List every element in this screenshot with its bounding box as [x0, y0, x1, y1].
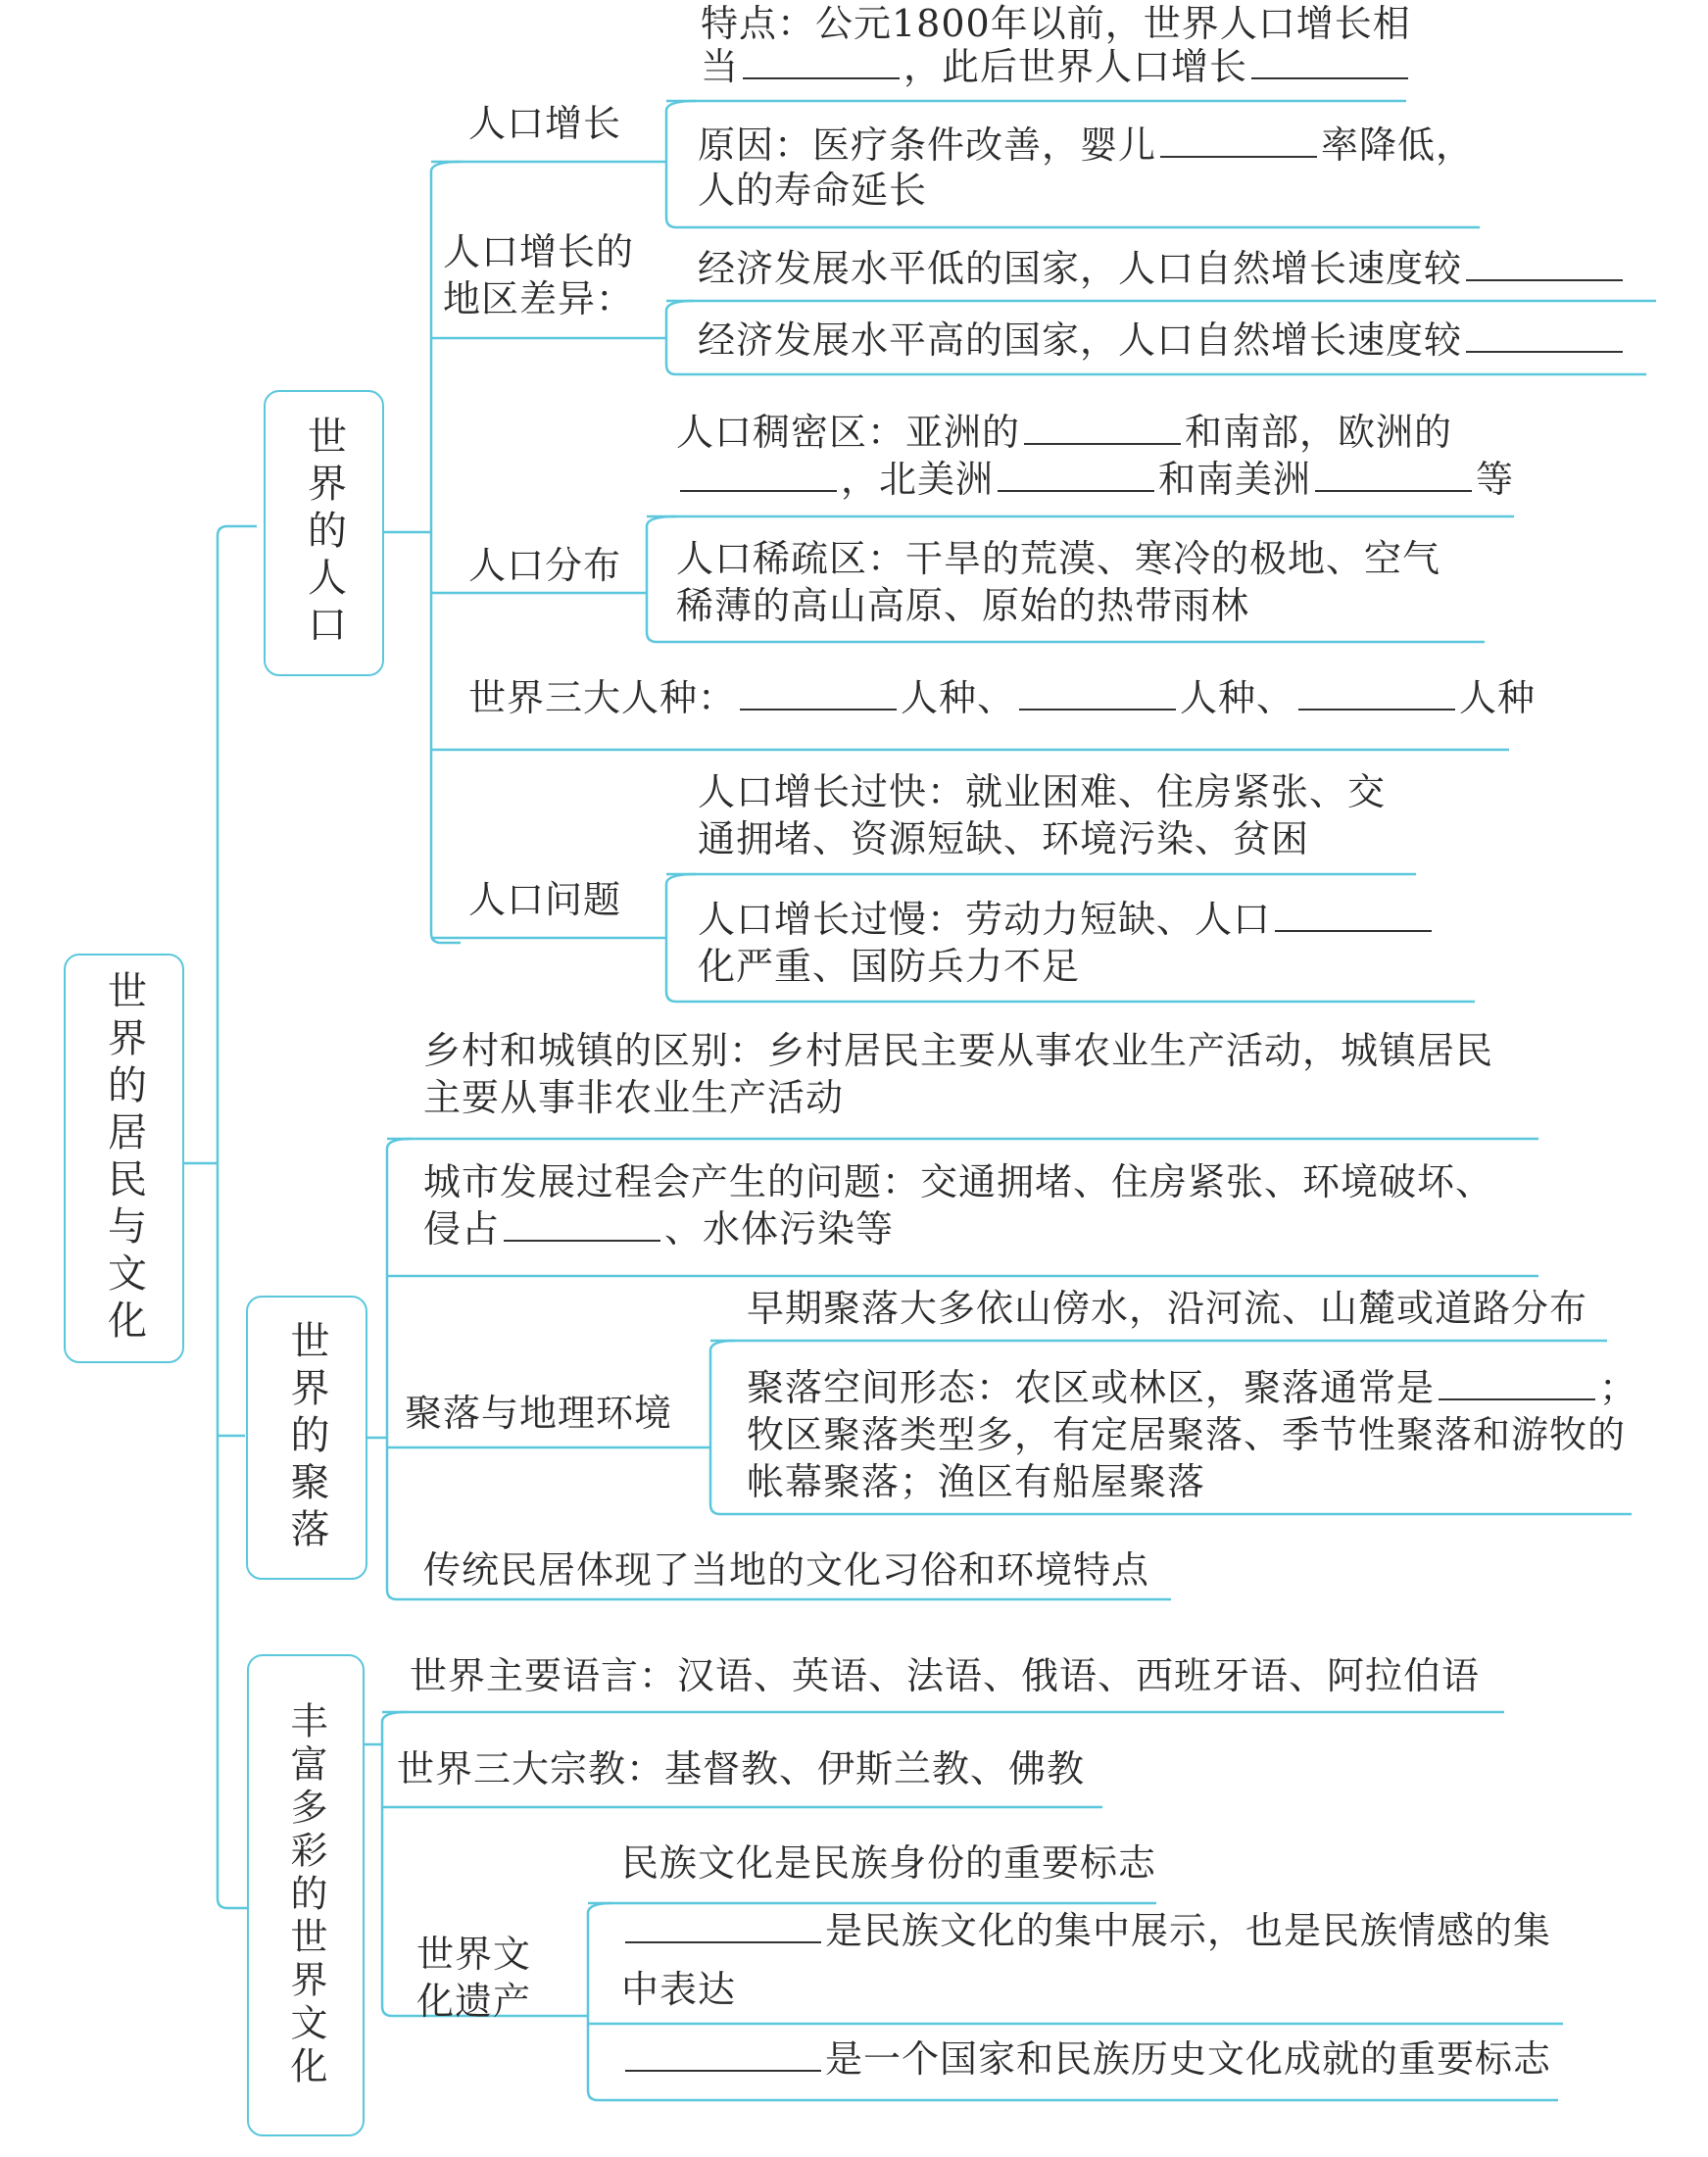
- races-line: 世界三大人种： 人种、 人种、 人种: [468, 676, 1537, 719]
- heritage-label-1: 世界文: [416, 1933, 532, 1976]
- heritage-display-line1: 是民族文化的集中展示，也是民族情感的集: [621, 1907, 1551, 1954]
- growth-feature-line1: 特点：公元1800年以前，世界人口增长相: [701, 2, 1411, 45]
- slow-line1: 人口增长过慢：劳动力短缺、人口: [698, 896, 1436, 943]
- blank[interactable]: [1466, 350, 1623, 353]
- root-box: [64, 954, 184, 1363]
- dense-line1: 人口稠密区：亚洲的 和南部，欧洲的: [676, 411, 1453, 454]
- growth-feature-line2: 当 ，此后世界人口增长: [701, 43, 1412, 90]
- regional-high: 经济发展水平高的国家，人口自然增长速度较: [698, 317, 1627, 364]
- slow-line2: 化严重、国防兵力不足: [698, 945, 1081, 988]
- blank[interactable]: [1275, 929, 1432, 932]
- env-form-line1: 聚落空间形态：农区或林区，聚落通常是 ；: [747, 1366, 1638, 1409]
- population-box: [264, 390, 384, 676]
- distribution-label: 人口分布: [468, 544, 622, 587]
- city-problems-line2: 侵占 、水体污染等: [423, 1207, 895, 1250]
- religions-line: 世界三大宗教：基督教、伊斯兰教、佛教: [397, 1747, 1086, 1790]
- settlements-title: 世界的聚落: [284, 1320, 329, 1555]
- blank[interactable]: [1298, 708, 1455, 711]
- population-title: 世界的人口: [301, 416, 347, 651]
- blank[interactable]: [1019, 708, 1176, 711]
- blank[interactable]: [625, 2069, 821, 2072]
- sparse-line2: 稀薄的高山高原、原始的热带雨林: [676, 584, 1250, 627]
- fast-line1: 人口增长过快：就业困难、住房紧张、交: [698, 770, 1387, 813]
- city-problems-line1: 城市发展过程会产生的问题：交通拥堵、住房紧张、环境破坏、: [423, 1160, 1494, 1203]
- fast-line2: 通拥堵、资源短缺、环境污染、贫困: [698, 817, 1310, 860]
- problems-label: 人口问题: [468, 878, 622, 921]
- blank[interactable]: [1315, 489, 1472, 492]
- traditional-dwelling: 传统民居体现了当地的文化习俗和环境特点: [423, 1548, 1150, 1592]
- blank[interactable]: [743, 76, 900, 79]
- growth-reason-line2: 人的寿命延长: [698, 169, 928, 212]
- culture-box: [247, 1654, 365, 2136]
- culture-title: 丰富多彩的世界文化: [284, 1701, 327, 2089]
- blank[interactable]: [1024, 442, 1181, 445]
- blank[interactable]: [740, 708, 897, 711]
- blank[interactable]: [625, 1940, 821, 1943]
- blank[interactable]: [680, 489, 837, 492]
- heritage-display-line2: 中表达: [621, 1968, 737, 2011]
- heritage-symbol: 是一个国家和民族历史文化成就的重要标志: [621, 2035, 1551, 2083]
- blank[interactable]: [1160, 155, 1317, 158]
- heritage-label-2: 化遗产: [416, 1980, 532, 2023]
- blank[interactable]: [1439, 1397, 1595, 1400]
- growth-reason-line1: 原因：医疗条件改善，婴儿 率降低，: [698, 123, 1475, 167]
- dense-line2: ，北美洲 和南美洲 等: [676, 456, 1514, 503]
- blank[interactable]: [1466, 278, 1623, 281]
- env-form-line2: 牧区聚落类型多，有定居聚落、季节性聚落和游牧的: [747, 1413, 1627, 1456]
- blank[interactable]: [1251, 76, 1408, 79]
- heritage-identity: 民族文化是民族身份的重要标志: [621, 1841, 1157, 1885]
- languages-line: 世界主要语言：汉语、英语、法语、俄语、西班牙语、阿拉伯语: [410, 1654, 1481, 1697]
- env-form-line3: 帐幕聚落；渔区有船屋聚落: [747, 1460, 1206, 1503]
- settlement-diff-line2: 主要从事非农业生产活动: [423, 1076, 845, 1119]
- env-label: 聚落与地理环境: [405, 1392, 673, 1435]
- sparse-line1: 人口稀疏区：干旱的荒漠、寒冷的极地、空气: [676, 537, 1441, 580]
- settlement-diff-line1: 乡村和城镇的区别：乡村居民主要从事农业生产活动，城镇居民: [423, 1029, 1494, 1072]
- blank[interactable]: [504, 1239, 660, 1242]
- regional-label-2: 地区差异：: [443, 277, 635, 320]
- regional-label-1: 人口增长的: [443, 230, 635, 273]
- settlements-box: [246, 1296, 367, 1580]
- growth-label: 人口增长: [468, 102, 622, 145]
- blank[interactable]: [998, 489, 1154, 492]
- root-title: 世界的居民与文化: [101, 970, 147, 1347]
- env-early: 早期聚落大多依山傍水，沿河流、山麓或道路分布: [747, 1287, 1588, 1330]
- regional-low: 经济发展水平低的国家，人口自然增长速度较: [698, 245, 1627, 292]
